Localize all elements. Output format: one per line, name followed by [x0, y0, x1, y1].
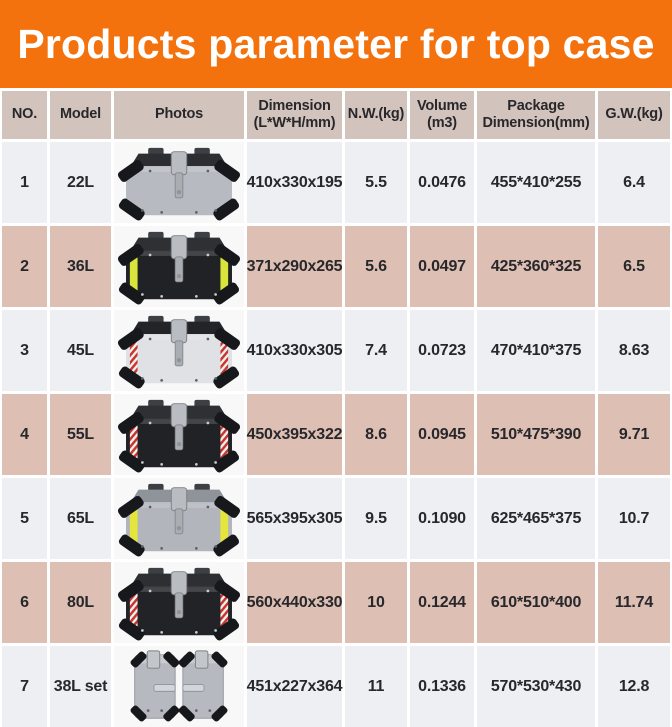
cell-model: 65L: [50, 478, 111, 559]
col-header-net-weight: N.W.(kg): [345, 91, 407, 139]
col-header-model: Model: [50, 91, 111, 139]
cell-net-weight: 5.5: [345, 142, 407, 223]
cell-dimension: 410x330x305: [247, 310, 342, 391]
col-header-gross-weight: G.W.(kg): [598, 91, 670, 139]
product-photo: [114, 562, 244, 643]
cell-volume: 0.0497: [410, 226, 474, 307]
cell-package-dimension: 570*530*430: [477, 646, 595, 727]
cell-model: 55L: [50, 394, 111, 475]
cell-no: 5: [2, 478, 47, 559]
cell-package-dimension: 425*360*325: [477, 226, 595, 307]
cell-no: 4: [2, 394, 47, 475]
col-header-dimension: Dimension (L*W*H/mm): [247, 91, 342, 139]
page-title: Products parameter for top case: [17, 20, 655, 67]
cell-gross-weight: 8.63: [598, 310, 670, 391]
cell-package-dimension: 470*410*375: [477, 310, 595, 391]
cell-package-dimension: 610*510*400: [477, 562, 595, 643]
cell-gross-weight: 9.71: [598, 394, 670, 475]
cell-volume: 0.1090: [410, 478, 474, 559]
cell-net-weight: 10: [345, 562, 407, 643]
cell-gross-weight: 10.7: [598, 478, 670, 559]
cell-dimension: 410x330x195: [247, 142, 342, 223]
product-photo: [114, 478, 244, 559]
cell-gross-weight: 11.74: [598, 562, 670, 643]
product-photo: [114, 646, 244, 727]
cell-dimension: 565x395x305: [247, 478, 342, 559]
cell-net-weight: 7.4: [345, 310, 407, 391]
cell-net-weight: 8.6: [345, 394, 407, 475]
col-header-photos: Photos: [114, 91, 244, 139]
cell-model: 38L set: [50, 646, 111, 727]
cell-package-dimension: 510*475*390: [477, 394, 595, 475]
cell-model: 22L: [50, 142, 111, 223]
cell-no: 6: [2, 562, 47, 643]
product-photo: [114, 226, 244, 307]
cell-volume: 0.1244: [410, 562, 474, 643]
cell-volume: 0.1336: [410, 646, 474, 727]
col-header-volume: Volume (m3): [410, 91, 474, 139]
cell-no: 3: [2, 310, 47, 391]
cell-no: 7: [2, 646, 47, 727]
cell-model: 45L: [50, 310, 111, 391]
cell-dimension: 371x290x265: [247, 226, 342, 307]
product-photo: [114, 394, 244, 475]
cell-dimension: 560x440x330: [247, 562, 342, 643]
parameter-table: [0, 88, 672, 727]
cell-volume: 0.0945: [410, 394, 474, 475]
product-photo: [114, 310, 244, 391]
cell-model: 80L: [50, 562, 111, 643]
cell-dimension: 451x227x364: [247, 646, 342, 727]
product-photo: [114, 142, 244, 223]
cell-package-dimension: 625*465*375: [477, 478, 595, 559]
col-header-package-dimension: Package Dimension(mm): [477, 91, 595, 139]
cell-gross-weight: 6.4: [598, 142, 670, 223]
cell-volume: 0.0723: [410, 310, 474, 391]
banner: [0, 0, 672, 88]
cell-dimension: 450x395x322: [247, 394, 342, 475]
cell-net-weight: 9.5: [345, 478, 407, 559]
cell-no: 1: [2, 142, 47, 223]
cell-model: 36L: [50, 226, 111, 307]
cell-gross-weight: 12.8: [598, 646, 670, 727]
cell-package-dimension: 455*410*255: [477, 142, 595, 223]
cell-volume: 0.0476: [410, 142, 474, 223]
cell-net-weight: 11: [345, 646, 407, 727]
col-header-no: NO.: [2, 91, 47, 139]
cell-net-weight: 5.6: [345, 226, 407, 307]
cell-gross-weight: 6.5: [598, 226, 670, 307]
cell-no: 2: [2, 226, 47, 307]
